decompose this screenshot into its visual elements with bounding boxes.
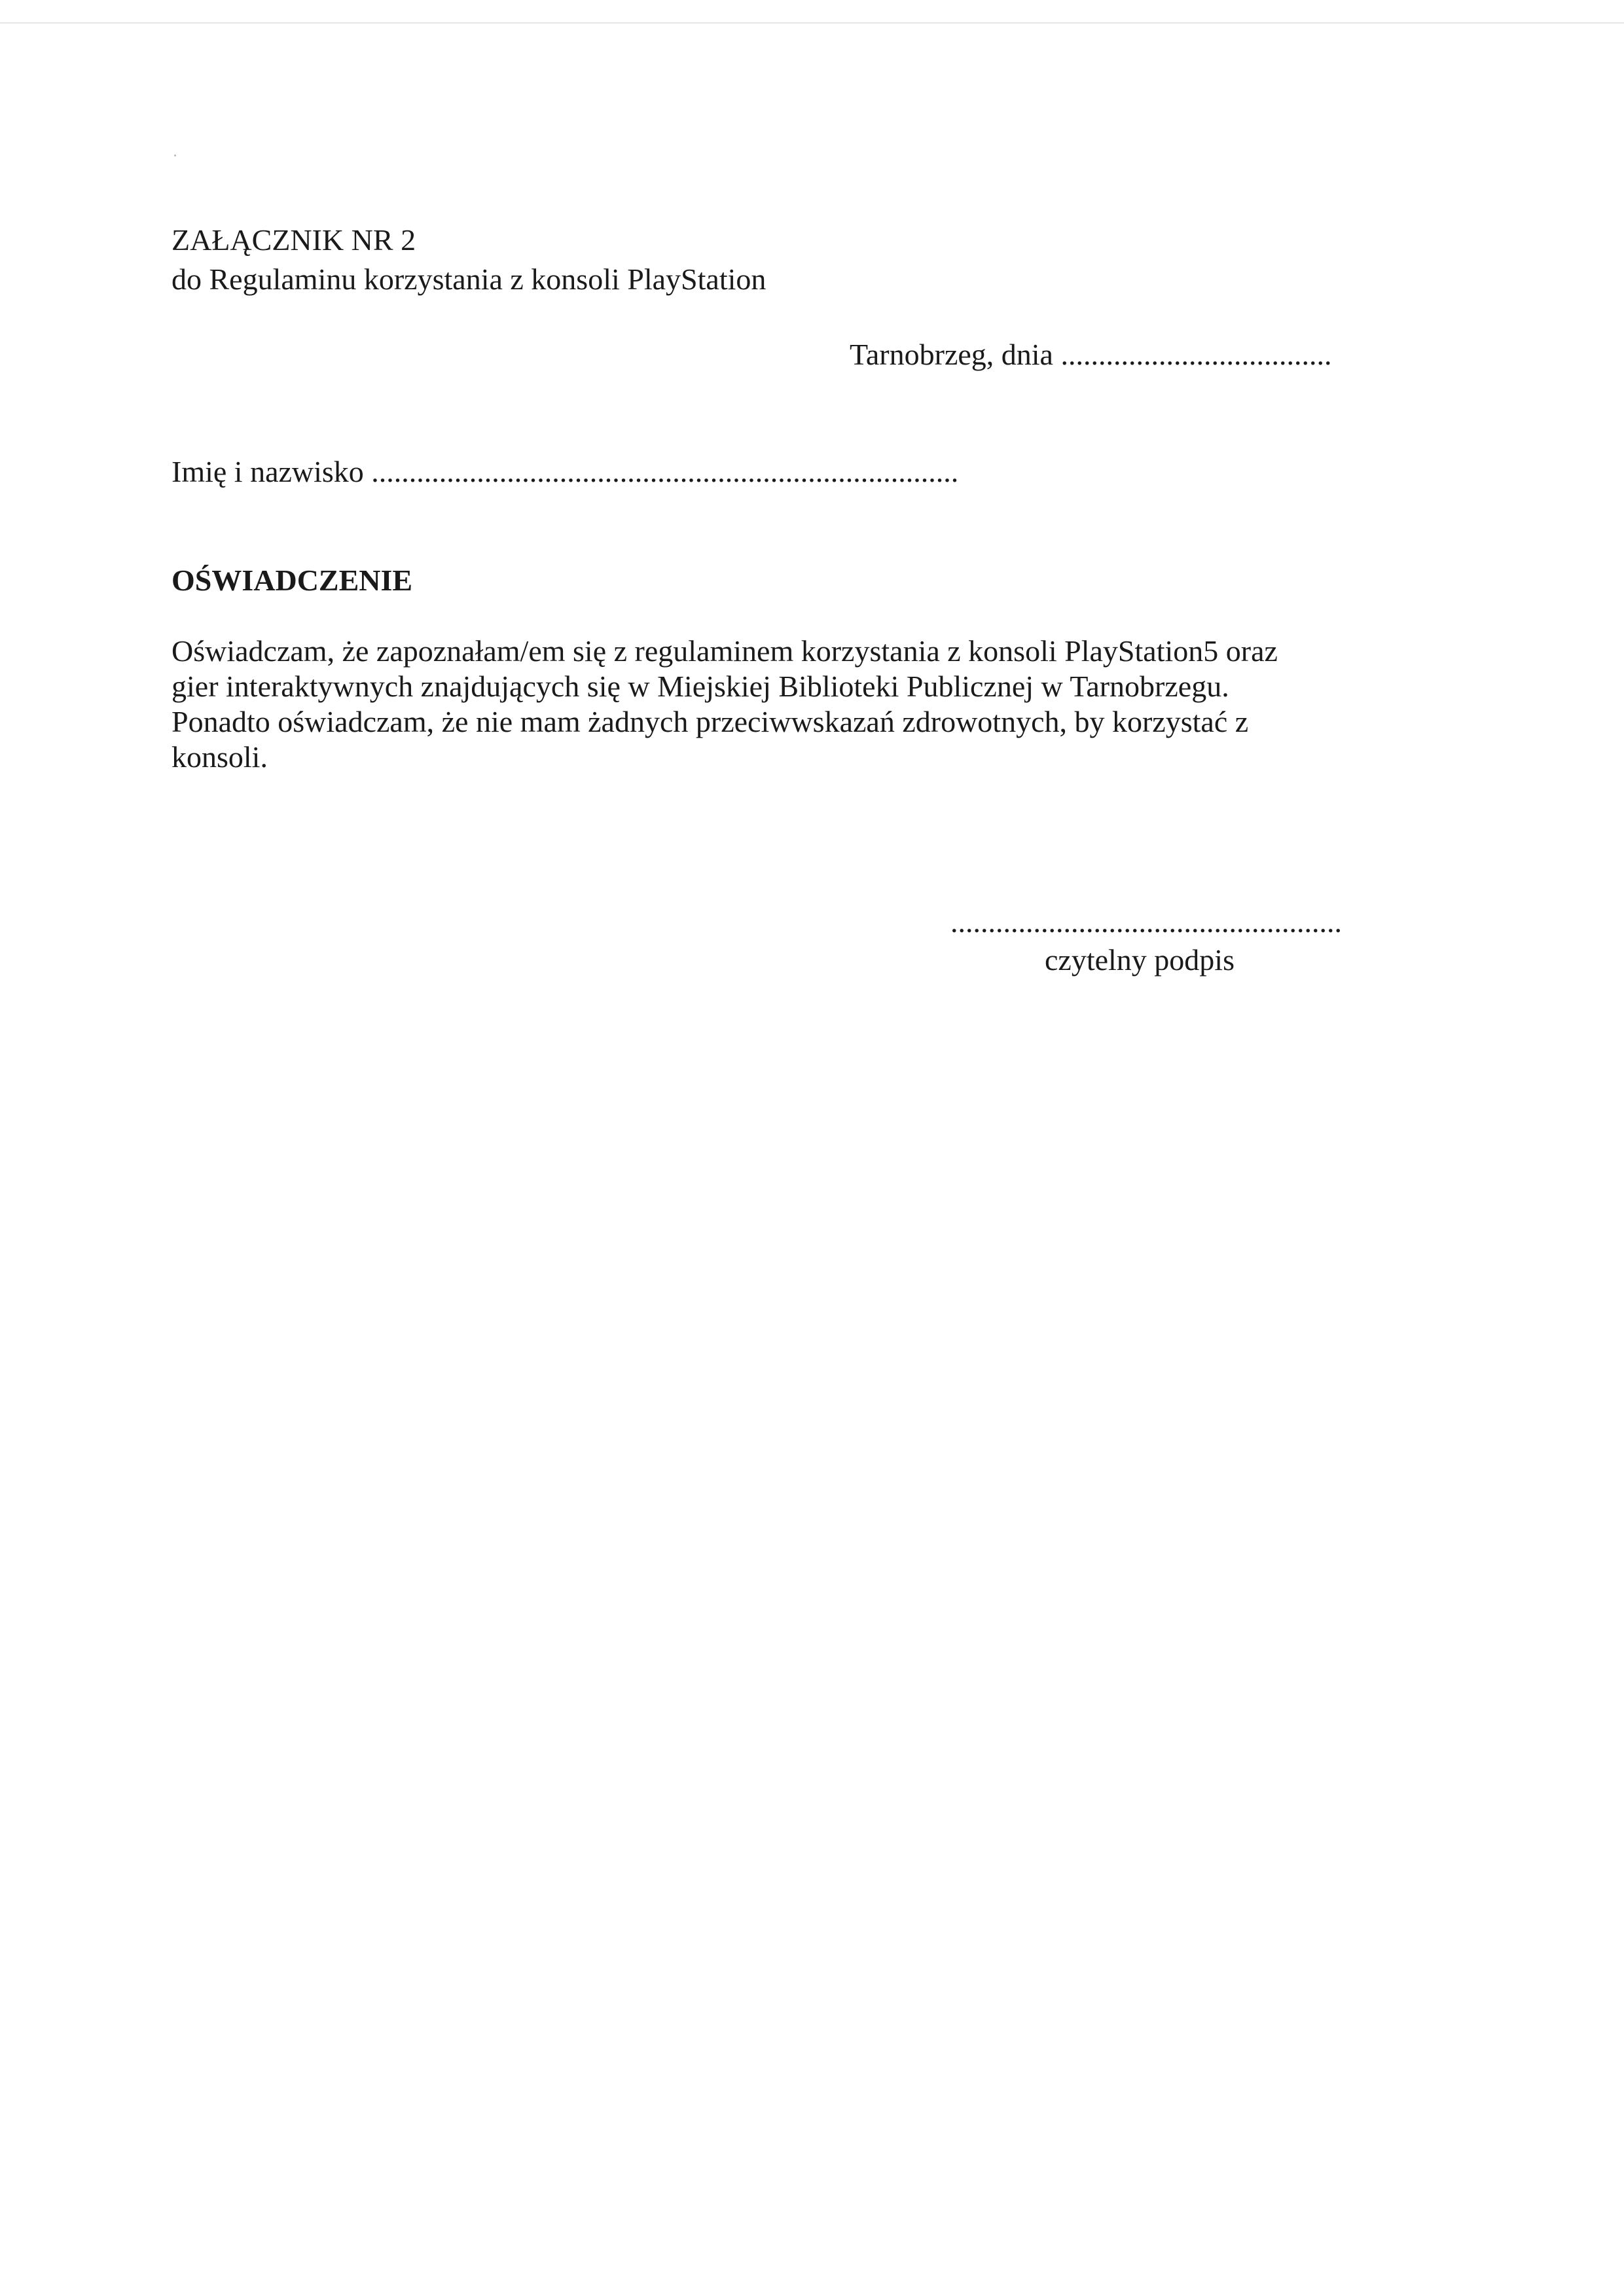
declaration-line: konsoli. [171,740,268,774]
declaration-line: Oświadczam, że zapoznałam/em się z regulaminem korzystania z konsoli PlayStation5 oraz [171,634,1278,668]
signature-label: czytelny podpis [1045,943,1235,977]
name-field: Imię i nazwisko .............................................................................. [171,455,959,488]
place-date-field: Tarnobrzeg, dnia .................................... [850,338,1332,371]
scan-speck [174,154,176,156]
scan-edge-line [0,22,1624,24]
attachment-subtitle: do Regulaminu korzystania z konsoli PlayStation [171,262,767,296]
attachment-title: ZAŁĄCZNIK NR 2 [171,223,416,257]
declaration-heading: OŚWIADCZENIE [171,564,413,597]
declaration-line: gier interaktywnych znajdujących się w Miejskiej Biblioteki Publicznej w Tarnobrzegu. [171,670,1229,703]
declaration-line: Ponadto oświadczam, że nie mam żadnych przeciwwskazań zdrowotnych, by korzystać z [171,705,1249,738]
signature-line: .................................................... [950,905,1342,939]
declaration-body [171,634,1402,775]
